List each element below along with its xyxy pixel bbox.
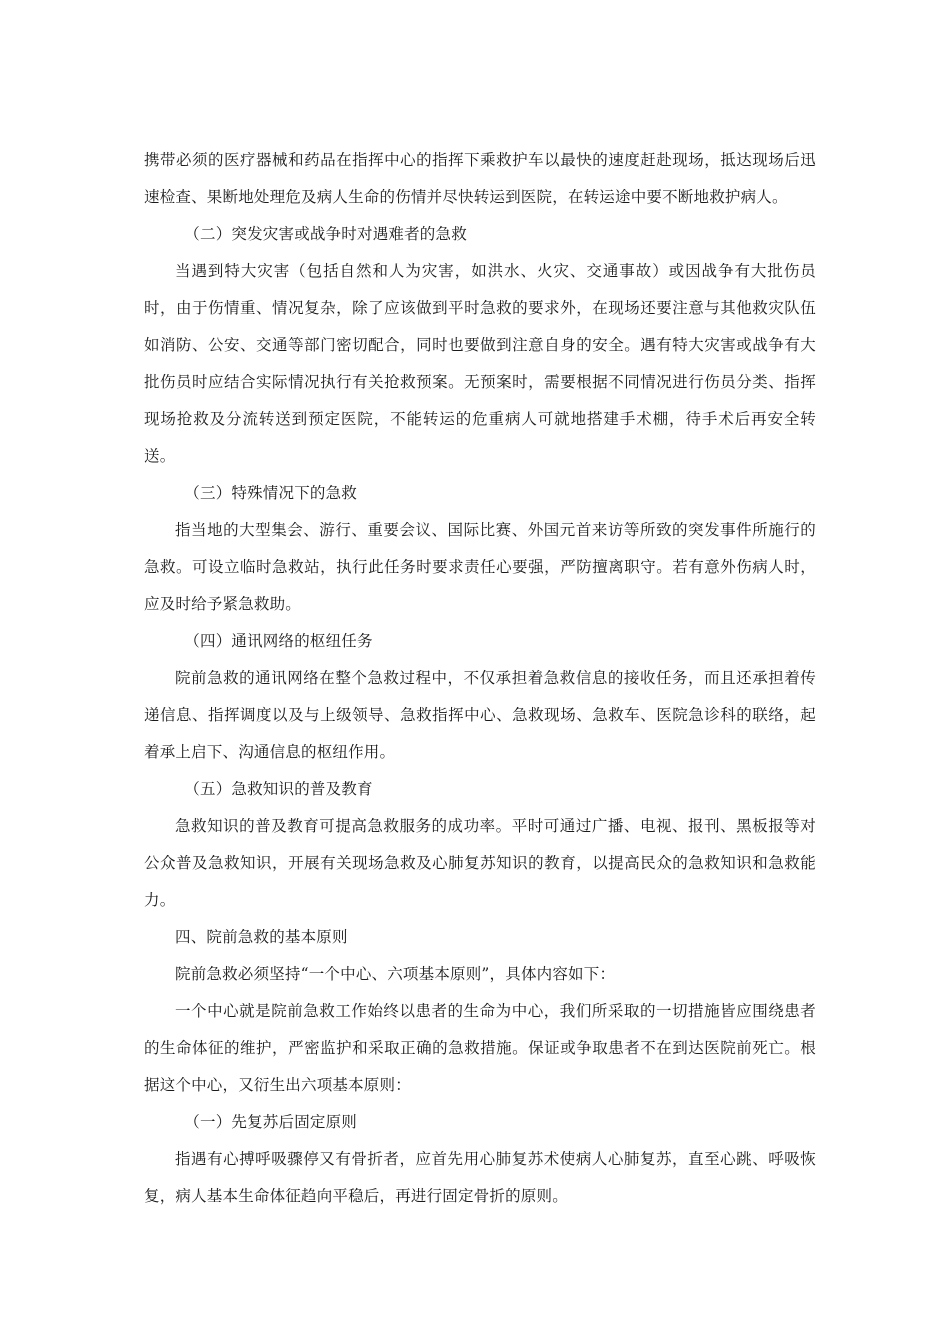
document-body <box>144 142 816 1215</box>
section-heading-2: （二）突发灾害或战争时对遇难者的急救 <box>184 225 467 243</box>
paragraph-principles-intro: 院前急救必须坚持“一个中心、六项基本原则”，具体内容如下： <box>175 965 616 983</box>
paragraph-continued: 携带必须的医疗器械和药品在指挥中心的指挥下乘救护车以最快的速度赶赴现场，抵达现场后迅速检查、果断地处理危及病人生命的伤情并尽快转运到医院，在转运途中要不断地救护病人。 <box>144 151 816 206</box>
paragraph-special-situations: 指当地的大型集会、游行、重要会议、国际比赛、外国元首来访等所致的突发事件所施行的急救。可设立临时急救站，执行此任务时要求责任心要强，严防擅离职守。若有意外伤病人时，应及时给予紧急救助。 <box>144 521 816 613</box>
section-heading-3: （三）特殊情况下的急救 <box>184 484 357 502</box>
paragraph-resuscitation-first: 指遇有心搏呼吸骤停又有骨折者，应首先用心肺复苏术使病人心肺复苏，直至心跳、呼吸恢复，病人基本生命体征趋向平稳后，再进行固定骨折的原则。 <box>144 1150 816 1205</box>
chapter-heading-4: 四、院前急救的基本原则 <box>175 928 348 946</box>
paragraph-education: 急救知识的普及教育可提高急救服务的成功率。平时可通过广播、电视、报刊、黑板报等对公众普及急救知识，开展有关现场急救及心肺复苏知识的教育，以提高民众的急救知识和急救能力。 <box>144 817 816 909</box>
paragraph-one-center: 一个中心就是院前急救工作始终以患者的生命为中心，我们所采取的一切措施皆应围绕患者的生命体征的维护，严密监护和采取正确的急救措施。保证或争取患者不在到达医院前死亡。根据这个中心，又衍生出六项基本原则： <box>144 1002 816 1094</box>
paragraph-disaster-first-aid: 当遇到特大灾害（包括自然和人为灾害，如洪水、火灾、交通事故）或因战争有大批伤员时，由于伤情重、情况复杂，除了应该做到平时急救的要求外，在现场还要注意与其他救灾队伍如消防、公安、交通等部门密切配合，同时也要做到注意自身的安全。遇有特大灾害或战争有大批伤员时应结合实际情况执行有关抢救预案。无预案时，需要根据不同情况进行伤员分类、指挥现场抢救及分流转送到预定医院，不能转运的危重病人可就地搭建手术棚，待手术后再安全转送。 <box>144 262 816 465</box>
section-heading-5: （五）急救知识的普及教育 <box>184 780 373 798</box>
section-heading-principle-1: （一）先复苏后固定原则 <box>184 1113 357 1131</box>
paragraph-communication-network: 院前急救的通讯网络在整个急救过程中，不仅承担着急救信息的接收任务，而且还承担着传递信息、指挥调度以及与上级领导、急救指挥中心、急救现场、急救车、医院急诊科的联络，起着承上启下、沟通信息的枢纽作用。 <box>144 669 816 761</box>
section-heading-4: （四）通讯网络的枢纽任务 <box>184 632 373 650</box>
